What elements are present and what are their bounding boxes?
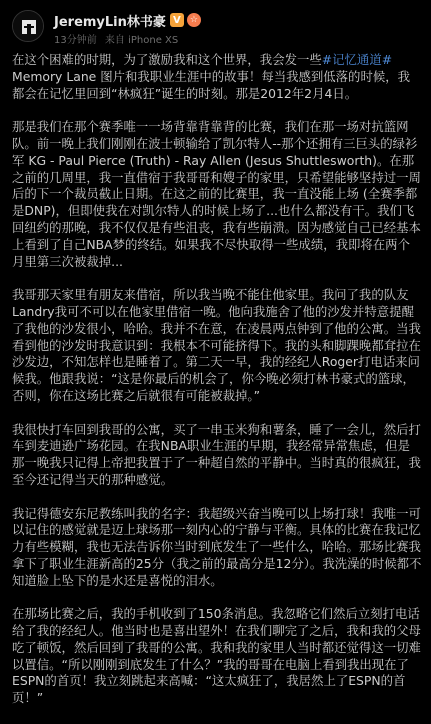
verified-badge-icon[interactable]: V <box>170 13 184 27</box>
post-paragraph <box>12 119 422 270</box>
paragraph-text: 我很快打车回到我哥的公寓，买了一串玉米狗和薯条，睡了一会儿，然后打车到麦迪逊广场花园。在我NBA职业生涯的早期，我经常异常焦虑，但是那一晚我只记得上帝把我置于了一种超自然的平静中。当时真的很疯狂，我至今还记得当天的那种感觉。 <box>12 421 421 487</box>
post-paragraph <box>12 506 422 590</box>
paragraph-text: 在这个困难的时期，为了激励我和这个世界，我会发一些 <box>12 52 322 67</box>
post-paragraph <box>12 606 422 707</box>
name-row <box>54 11 201 29</box>
post-body <box>12 52 422 724</box>
hashtag-link[interactable]: #记忆通道# <box>321 52 393 67</box>
username[interactable]: JeremyLin林书豪 <box>54 14 166 30</box>
post-paragraph <box>12 422 422 489</box>
post-time: 13分钟前 <box>54 35 97 46</box>
paragraph-text: 那是我们在那个赛季唯一一场背靠背靠背的比赛，我们在那一场对抗篮网队。前一晚上我们刚刚在波士顿输给了凯尔特人--那个还拥有三巨头的绿衫军 KG - Paul Pierce (Truth) - Ray Allen (Jesus Shuttlesworth)。在那之前的几周里，我一直借宿于我哥哥和嫂子的家里，只希望能够坚持过一周后的下一个裁员截止日期。在这之前的比赛里，我一直没能上场 (全赛季都是DNP)，但即使我在对凯尔特人的时候上场了...也什么都没有干。我们飞回纽约的那晚，我不仅仅是有些沮丧，我有些崩溃。因为感觉自己已经基本上看到了自己NBA梦的终结。如果我不尽快取得一些成绩，我即将在两个月里第三次被裁掉... <box>12 119 421 269</box>
jersey-logo-icon <box>13 11 44 42</box>
post-source: 来自 iPhone XS <box>104 35 179 46</box>
paragraph-text: 在那场比赛之后，我的手机收到了150条消息。我忽略它们然后立刻打电话给了我的经纪人。他当时也是喜出望外！在我们聊完了之后，我和我的父母吃了顿饭，然后回到了我哥的公寓。我和我的家里人当时都还觉得这一切难以置信。“所以刚刚到底发生了什么？”我的哥哥在电脑上看到我出现在了ESPN的首页！我立刻跳起来高喊：“这太疯狂了，我居然上了ESPN的首页！” <box>12 606 421 706</box>
post-header <box>0 0 431 48</box>
paragraph-text: 我哥那天家里有朋友来借宿，所以我当晚不能住他家里。我问了我的队友Landry我可不可以在他家里借宿一晚。他向我施舍了他的沙发并特意提醒了我他的沙发很小，哈哈。我并不在意，在凌晨两点钟到了他的公寓。当我看到他的沙发时我意识到：我根本不可能挤得下。我的头和脚踝晚都耷拉在沙发边，不知怎样也是睡着了。第二天一早，我的经纪人Roger打电话来问候我。他跟我说：“这是你最后的机会了，你今晚必须打林书豪式的篮球，否则，你在这场比赛之后就很有可能被裁掉。” <box>12 287 421 403</box>
paragraph-text: Memory Lane 图片和我职业生涯中的故事！每当我感到低落的时候，我都会在记忆里回到“林疯狂”诞生的时刻。那是2012年2月4日。 <box>12 68 411 101</box>
post-paragraph <box>12 52 422 102</box>
avatar[interactable] <box>12 10 44 42</box>
post-paragraph <box>12 287 422 405</box>
fan-badge-icon[interactable]: ☆ <box>187 13 201 27</box>
post-meta <box>54 31 178 46</box>
paragraph-text: 我记得德安东尼教练叫我的名字：我超级兴奋当晚可以上场打球！我唯一可以记住的感觉就是迈上球场那一刻内心的宁静与平衡。具体的比赛在我记忆力有些模糊，我也无法告诉你当时到底发生了一些什么，哈哈。那场比赛我拿下了职业生涯新高的25分（我之前的最高分是12分）。我洗澡的时候都不知道脸上坠下的是水还是喜悦的泪水。 <box>12 505 422 588</box>
